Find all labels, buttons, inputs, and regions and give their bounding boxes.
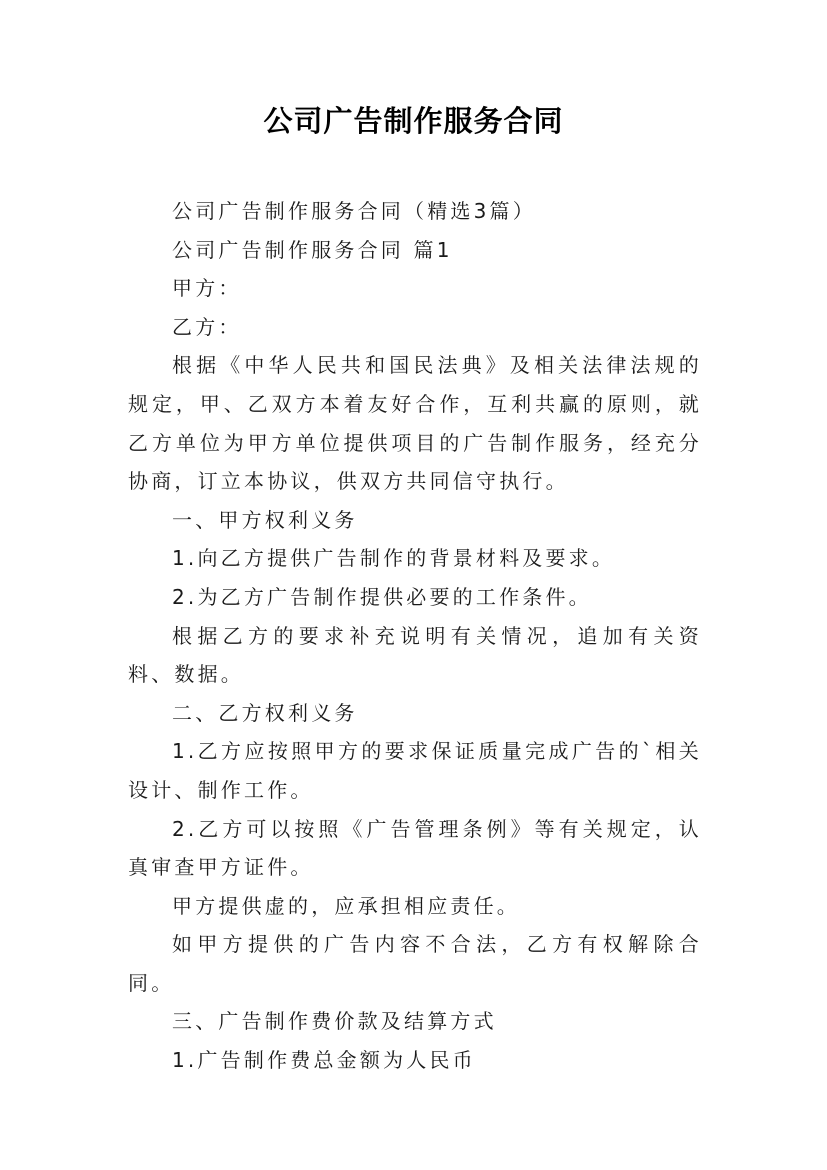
- paragraph-clause: 根据乙方的要求补充说明有关情况，追加有关资料、数据。: [128, 623, 702, 687]
- paragraph-clause: 如甲方提供的广告内容不合法，乙方有权解除合同。: [128, 932, 702, 995]
- document-body: [128, 192, 702, 1080]
- paragraph-clause: 1.乙方应按照甲方的要求保证质量完成广告的`相关设计、制作工作。: [128, 739, 702, 802]
- paragraph-clause: 2.乙方可以按照《广告管理条例》等有关规定，认真审查甲方证件。: [128, 816, 702, 880]
- paragraph-subtitle: 公司广告制作服务合同（精选3篇）: [172, 199, 536, 223]
- paragraph-heading-party-b-rights: 二、乙方权利义务: [172, 700, 358, 725]
- paragraph-preamble: 根据《中华人民共和国民法典》及相关法律法规的规定，甲、乙双方本着友好合作，互利共赢的原则，就乙方单位为甲方单位提供项目的广告制作服务，经充分协商，订立本协议，供双方共同信守执行。: [128, 353, 702, 494]
- paragraph-party-b: 乙方：: [172, 314, 242, 339]
- paragraph-heading-fees: 三、广告制作费价款及结算方式: [172, 1009, 497, 1034]
- paragraph-clause: 1.向乙方提供广告制作的背景材料及要求。: [172, 546, 616, 571]
- document-title: 公司广告制作服务合同: [263, 104, 564, 138]
- paragraph-section-heading: 公司广告制作服务合同 篇1: [172, 237, 453, 262]
- paragraph-clause: 甲方提供虚的，应承担相应责任。: [172, 893, 520, 918]
- paragraph-heading-party-a-rights: 一、甲方权利义务: [172, 507, 358, 532]
- paragraph-clause: 2.为乙方广告制作提供必要的工作条件。: [172, 584, 592, 609]
- paragraph-clause: 1.广告制作费总金额为人民币: [172, 1048, 476, 1073]
- paragraph-party-a: 甲方：: [172, 276, 242, 301]
